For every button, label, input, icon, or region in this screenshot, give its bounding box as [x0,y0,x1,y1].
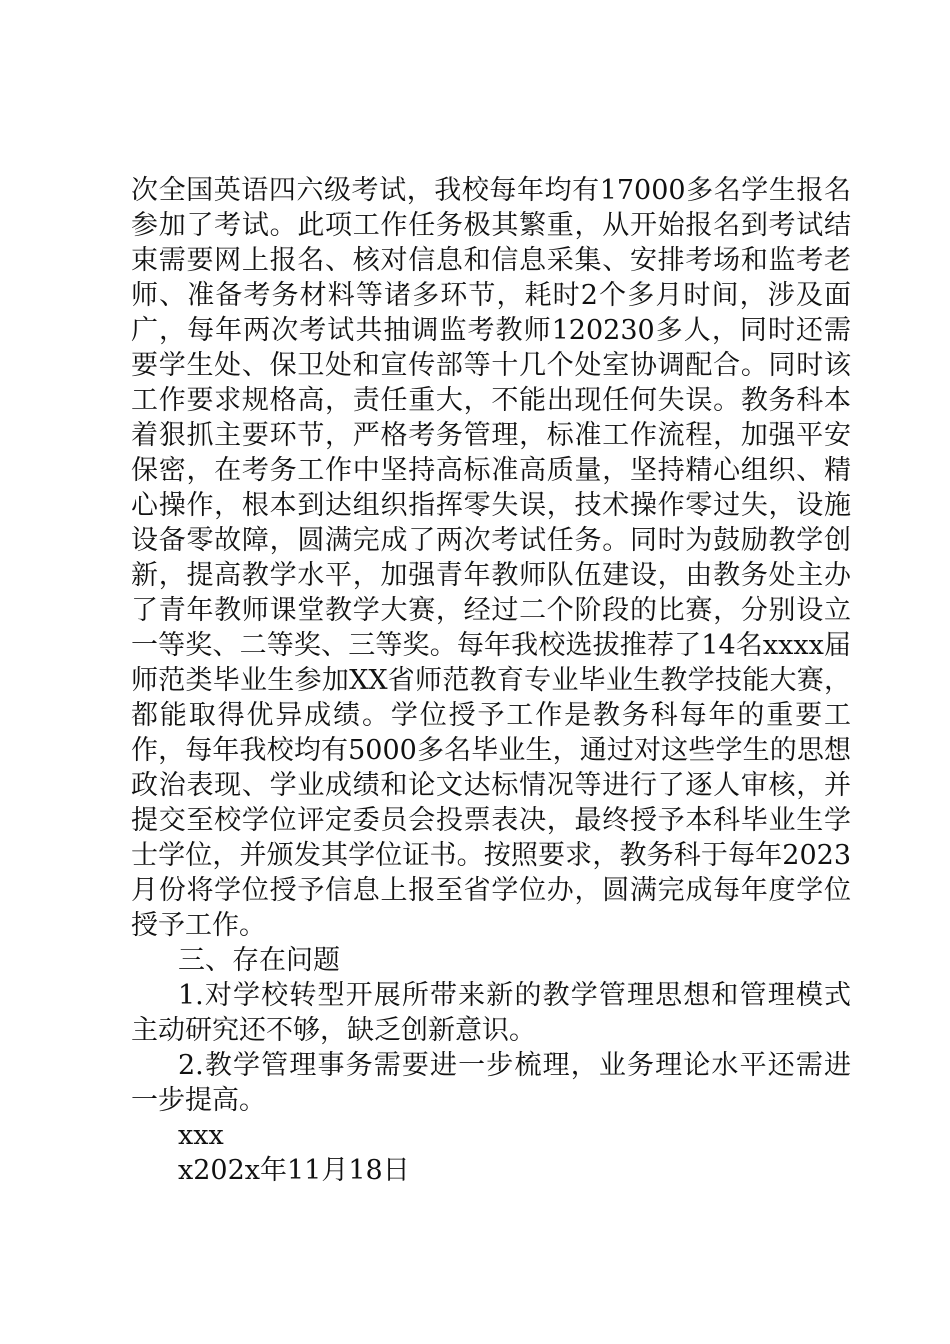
signature-date: x202x年11月18日 [178,1155,410,1186]
section-heading: 三、存在问题 [178,945,340,976]
problem-item-1: 1.对学校转型开展所带来新的教学管理思想和管理模式主动研究还不够，缺乏创新意识。 [131,980,851,1046]
signature-name: xxx [178,1120,224,1151]
problem-item-2: 2.教学管理事务需要进一步梳理，业务理论水平还需进一步提高。 [131,1050,851,1116]
body-paragraph: 次全国英语四六级考试，我校每年均有17000多名学生报名参加了考试。此项工作任务极其繁重，从开始报名到考试结束需要网上报名、核对信息和信息采集、安排考场和监考老师、准备考务材料等诸多环节，耗时2个多月时间，涉及面广，每年两次考试共抽调监考教师120230多人，同时还需要学生处、保卫处和宣传部等十几个处室协调配合。同时该工作要求规格高，责任重大，不能出现任何失误。教务科本着狠抓主要环节，严格考务管理，标准工作流程，加强平安保密，在考务工作中坚持高标准高质量，坚持精心组织、精心操作，根本到达组织指挥零失误，技术操作零过失，设施设备零故障，圆满完成了两次考试任务。同时为鼓励教学创新，提高教学水平，加强青年教师队伍建设，由教务处主办了青年教师课堂教学大赛，经过二个阶段的比赛，分别设立一等奖、二等奖、三等奖。每年我校选拔推荐了14名xxxx届师范类毕业生参加XX省师范教育专业毕业生教学技能大赛，都能取得优异成绩。学位授予工作是教务科每年的重要工作，每年我校均有5000多名毕业生，通过对这些学生的思想政治表现、学业成绩和论文达标情况等进行了逐人审核，并提交至校学位评定委员会投票表决，最终授予本科毕业生学士学位，并颁发其学位证书。按照要求，教务科于每年2023月份将学位授予信息上报至省学位办，圆满完成每年度学位授予工作。 [131,175,851,941]
document-body [131,173,851,1188]
